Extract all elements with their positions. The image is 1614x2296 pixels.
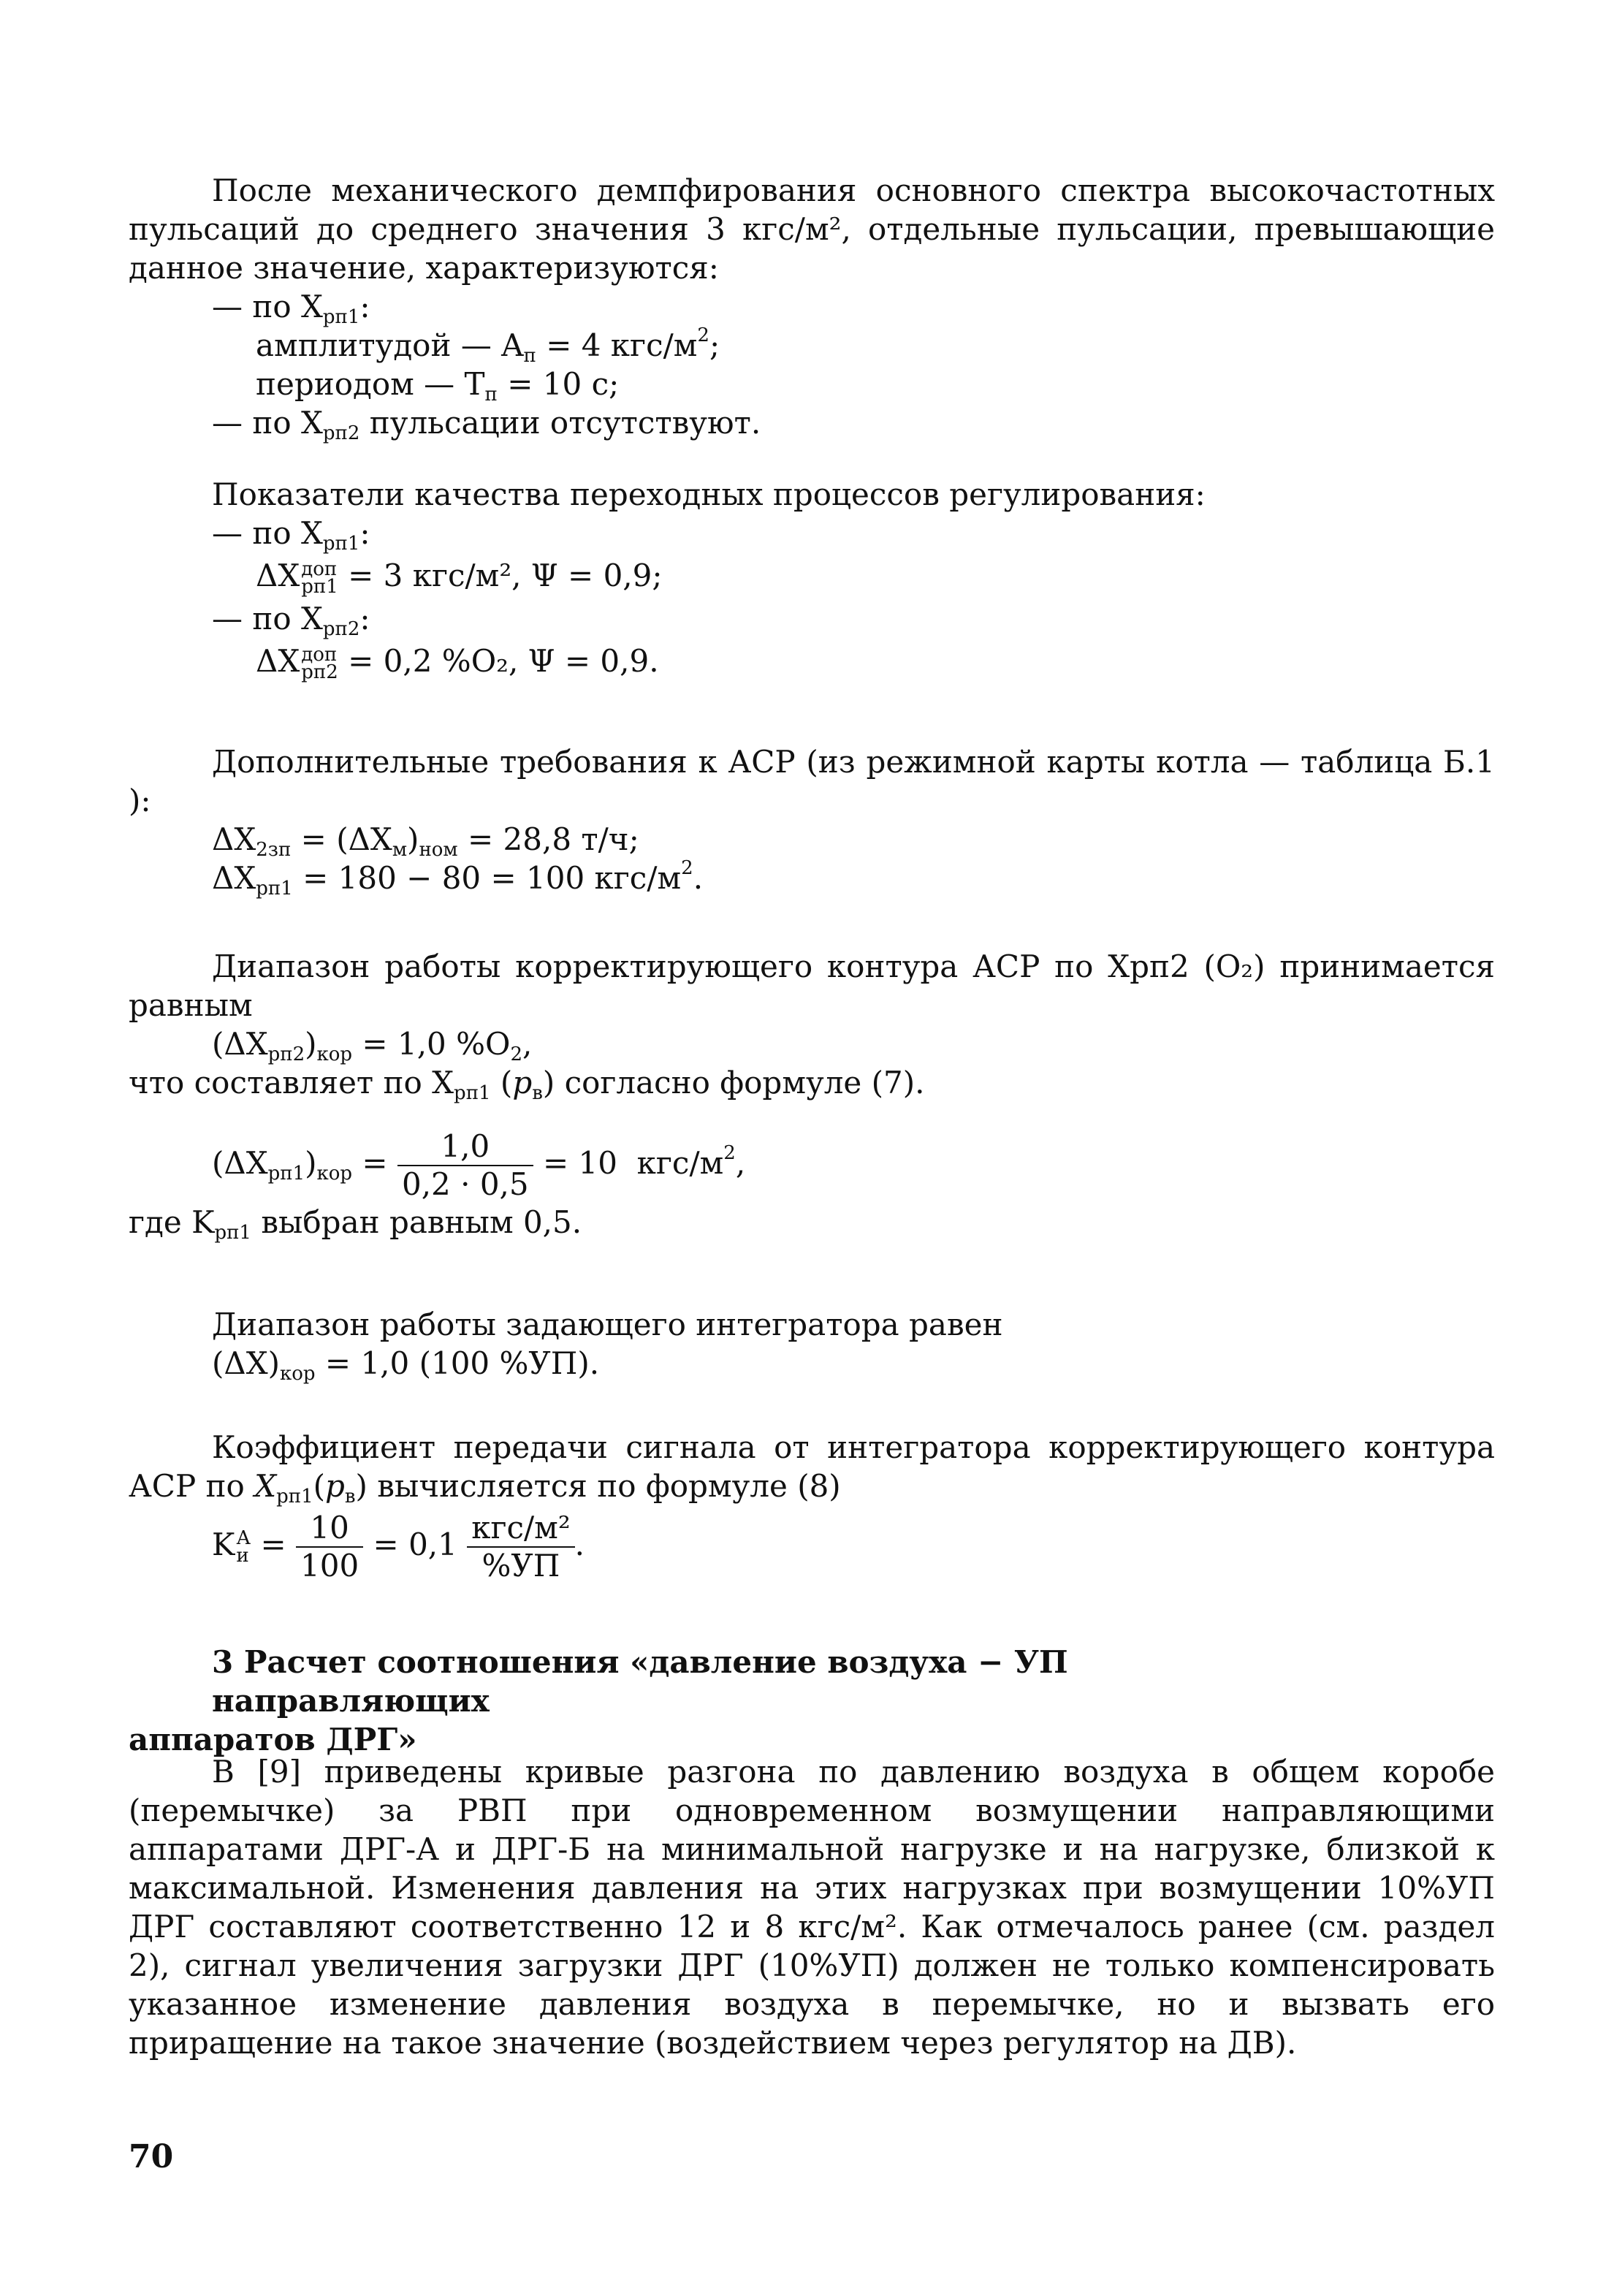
formula-line: периодом — $T_п = 10$ с; — [256, 366, 620, 406]
paragraph-text: Диапазон работы задающего интегратора равен — [212, 1307, 1003, 1342]
fraction: $\frac{10}{100}$ — [296, 1510, 363, 1584]
paragraph-quality — [129, 475, 1495, 685]
formula-line: $\Delta X_{рп1} = 180 - 80 = 100$ кгс/$м^2$. — [212, 857, 704, 900]
paragraph-text: что составляет по $X_{рп1}$ $(p_в)$ согласно формуле (7). — [129, 1065, 925, 1104]
paragraph-text: Дополнительные требования к АСР (из режимной карты котла — таблица Б.1 ): — [129, 744, 1495, 818]
paragraph-range — [129, 947, 1495, 1242]
section-heading-block — [129, 1643, 1298, 1759]
paragraph-text: Показатели качества переходных процессов регулирования: — [212, 476, 1206, 512]
fraction-formula: $(\Delta X_{рп1})_{кор}$ = $\frac{1,0}{0,2 \cdot 0,5}$ = 10 кгс/$м^2$, — [212, 1128, 746, 1202]
section-heading: 3 Расчет соотношения «давление воздуха − УП направляющих — [212, 1644, 1068, 1719]
list-item: — по $X_{рп2}$: — [212, 601, 370, 640]
list-item: — по $X_{рп1}$: — [212, 515, 370, 555]
list-item: — по $X_{рп1}$: — [212, 289, 370, 328]
paragraph-pulsations — [129, 171, 1495, 442]
paragraph-text: где $K_{рп1}$ выбран равным 0,5. — [129, 1204, 582, 1244]
page-number: 70 — [129, 2138, 174, 2175]
formula-line: амплитудой — $A_п = 4$ кгс/$м^2$; — [256, 324, 720, 367]
formula-line: $\Delta X_{2зп} = (\Delta X_м)_{ном} = 28,8$ т/ч; — [212, 821, 639, 861]
formula-line: ΔX доп рп1 = 3 кгс/м², Ψ = 0,9; — [256, 558, 663, 598]
fraction: $\frac{\text{кгс/м²}}{\%УП}$ — [467, 1510, 574, 1584]
paragraph-coefficient — [129, 1428, 1495, 1584]
fraction-formula: K А и = $\frac{10}{100}$ = 0,1 $\frac{\text{кгс/м²}}{\%УП}$ . — [212, 1510, 585, 1584]
paragraph-requirements — [129, 742, 1495, 900]
section-heading-continued: аппаратов ДРГ» — [129, 1722, 417, 1757]
fraction: $\frac{1,0}{0,2 \cdot 0,5}$ — [397, 1128, 533, 1203]
formula-line: ΔX доп рп2 = 0,2 %O₂, Ψ = 0,9. — [256, 643, 659, 683]
paragraph-text: В [9] приведены кривые разгона по давлению воздуха в общем коробе (перемычке) за РВП при одновременном возмущении направляющими аппаратами ДРГ-А и ДРГ-Б на минимальной нагрузке и на нагрузке, близкой к максимальной. Изменения давления на этих нагрузках при возмущении 10%УП ДРГ составляют соответственно 12 и 8 кгс/м². Как отмечалось ранее (см. раздел 2), сигнал увеличения загрузки ДРГ (10%УП) должен не только компенсировать указанное изменение давления воздуха в перемычке, но и вызвать его приращение на такое значение (воздействием через регулятор на ДВ). — [129, 1754, 1495, 2061]
formula-line: $(\Delta X_{рп2})_{кор} = 1,0$ $\%O_2$, — [212, 1026, 533, 1065]
formula-line: $(\Delta X)_{кор} = 1,0$ (100 %УП). — [212, 1345, 600, 1385]
paragraph-text: Коэффициент передачи сигнала от интегратора корректирующего контура АСР по $X_{рп1}(p_в)$ вычисляется по формуле (8) — [129, 1429, 1495, 1508]
paragraph-text: Диапазон работы корректирующего контура АСР по Xрп2 (O₂) принимается равным — [129, 949, 1495, 1023]
paragraph-integrator — [129, 1305, 1495, 1383]
paragraph-section3 — [129, 1752, 1495, 2062]
list-item: — по $X_{рп2}$ пульсации отсутствуют. — [212, 405, 761, 444]
paragraph-text: После механического демпфирования основного спектра высокочастотных пульсаций до среднего значения 3 кгс/м², отдельные пульсации, превышающие данное значение, характеризуются: — [129, 172, 1495, 286]
